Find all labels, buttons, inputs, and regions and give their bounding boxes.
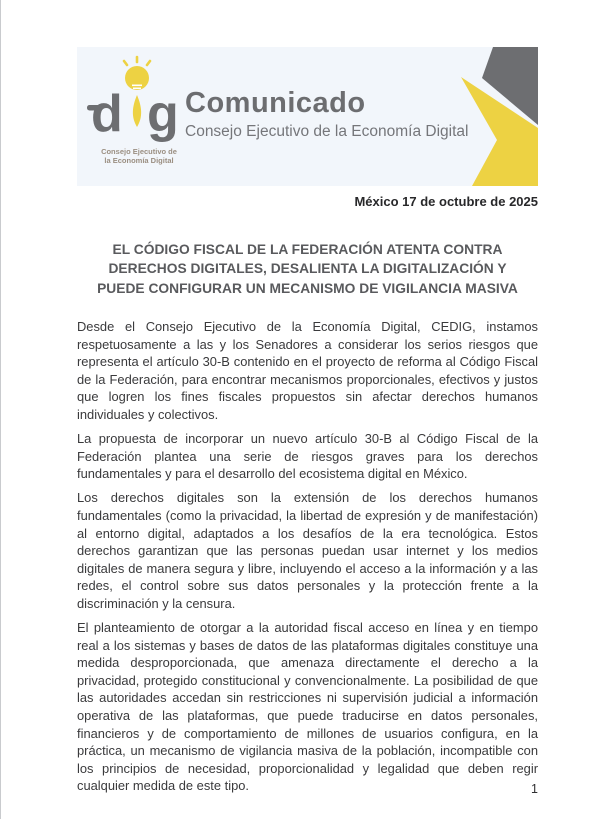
lightbulb-rays-icon [124, 57, 150, 65]
header-banner [77, 47, 538, 186]
headline-line-2: DERECHOS DIGITALES, DESALIENTA LA DIGITALIZACIÓN Y [108, 261, 507, 277]
logo-letter-g: g [147, 85, 179, 143]
logo-caption-line1: Consejo Ejecutivo de [101, 147, 177, 156]
logo-i-drop [133, 95, 141, 127]
page-left-border [0, 0, 1, 819]
logo-letter-d: d [91, 85, 123, 143]
banner-titles [185, 87, 485, 142]
headline [64, 240, 551, 298]
paragraph-3: Los derechos digitales son la extensión de los derechos humanos fundamentales (como la privacidad, la libertad de expresión y de manifestación) al entorno digital, adaptados a los desafíos de la era tecnológica. Estos derechos garantizan que las personas puedan usar internet y los medios digitales de manera segura y libre, incluyendo el acceso a la información y a las redes, el control sobre sus datos personales y la protección frente a la discriminación y la censura. [77, 490, 538, 611]
headline-line-1: EL CÓDIGO FISCAL DE LA FEDERACIÓN ATENTA CONTRA [112, 242, 503, 257]
paragraph-4: El planteamiento de otorgar a la autoridad fiscal acceso en línea y en tiempo real a los sistemas y bases de datos de las plataformas digitales constituye una medida desproporcionada, que amenaza directamente el derecho a la privacidad, protegido constitucional y convencionalmente. La posibilidad de que las autoridades accedan sin restricciones ni supervisión judicial a información operativa de las plataformas, que puede traducirse en datos personales, financieros y de comportamiento de millones de usuarios configura, en la práctica, un mecanismo de vigilancia masiva de la población, incompatible con los principios de necesidad, proporcionalidad y legalidad que deben regir cualquier medida de este tipo. [77, 620, 538, 794]
headline-line-3: PUEDE CONFIGURAR UN MECANISMO DE VIGILANCIA MASIVA [97, 280, 518, 296]
paragraph-2: La propuesta de incorporar un nuevo artículo 30-B al Código Fiscal de la Federación plantea una serie de riesgos graves para los derechos fundamentales y para el desarrollo del ecosistema digital en México. [77, 431, 538, 482]
cedig-logo [87, 55, 191, 173]
logo-caption-line2: la Economía Digital [104, 156, 174, 165]
date-line: México 17 de octubre de 2025 [354, 194, 538, 209]
page-number: 1 [531, 782, 538, 796]
body-text [77, 318, 538, 801]
lightbulb-icon [125, 66, 149, 90]
banner-title: Comunicado [185, 87, 366, 119]
banner-subtitle: Consejo Ejecutivo de la Economía Digital [185, 123, 469, 140]
paragraph-1: Desde el Consejo Ejecutivo de la Economía Digital, CEDIG, instamos respetuosamente a las y los Senadores a considerar los serios riesgos que representa el artículo 30-B contenido en el proyecto de reforma al Código Fiscal de la Federación, para encontrar mecanismos proporcionales, efectivos y justos que logren los fines fiscales propuestos sin afectar derechos humanos individuales y colectivos. [77, 319, 538, 422]
